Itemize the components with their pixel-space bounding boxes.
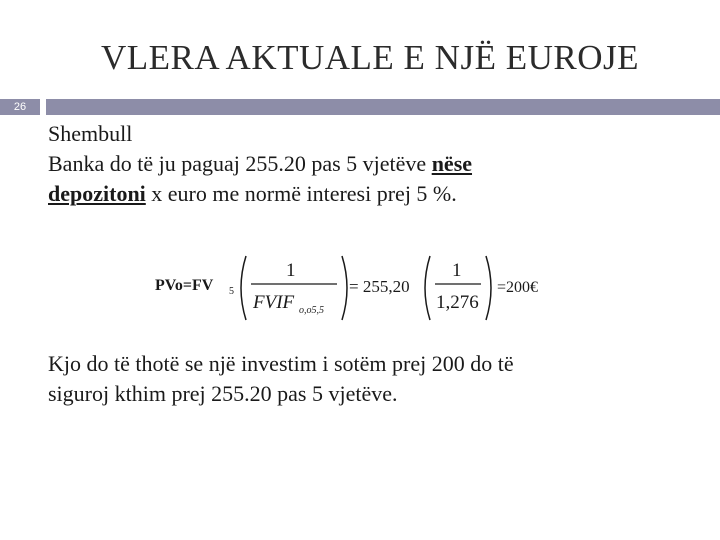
left-paren-2 — [425, 256, 430, 320]
left-paren-1 — [241, 256, 246, 320]
present-value-formula — [150, 248, 570, 328]
example-line-2 — [48, 179, 648, 209]
fraction-2-numerator: 1 — [452, 260, 462, 281]
conclusion-line-1: Kjo do të thotë se një investim i sotëm prej 200 do të — [48, 351, 514, 376]
formula-lhs-subscript: 5 — [229, 286, 234, 297]
fraction-1-denominator: FVIF — [253, 292, 295, 313]
fraction-1-numerator: 1 — [286, 260, 296, 281]
underlined-word-depozitoni: depozitoni — [48, 181, 146, 206]
example-paragraph — [48, 119, 648, 209]
underlined-word-nese: nëse — [431, 151, 473, 176]
slide-title: VLERA AKTUALE E NJË EUROJE — [101, 38, 639, 77]
right-paren-1 — [342, 256, 347, 320]
conclusion-paragraph — [48, 349, 648, 409]
slide-number: 26 — [0, 99, 40, 115]
example-line-2-text: x euro me normë interesi prej 5 %. — [145, 181, 457, 206]
example-heading: Shembull — [48, 121, 133, 146]
formula-graphic — [150, 248, 570, 328]
example-line-1-text: Banka do të ju paguaj 255.20 pas 5 vjetëve — [48, 151, 432, 176]
formula-lhs: PVo=FV — [155, 277, 214, 294]
right-paren-2 — [486, 256, 491, 320]
example-line-1 — [48, 149, 648, 179]
header-rule — [0, 99, 720, 115]
formula-result: =200€ — [497, 279, 539, 296]
fraction-2-denominator: 1,276 — [436, 292, 479, 313]
header-bar — [46, 99, 720, 115]
fraction-1-denominator-subscript: o,o5,5 — [299, 305, 324, 316]
formula-equals-value: = 255,20 — [349, 277, 410, 296]
conclusion-line-2: siguroj kthim prej 255.20 pas 5 vjetëve. — [48, 381, 398, 406]
